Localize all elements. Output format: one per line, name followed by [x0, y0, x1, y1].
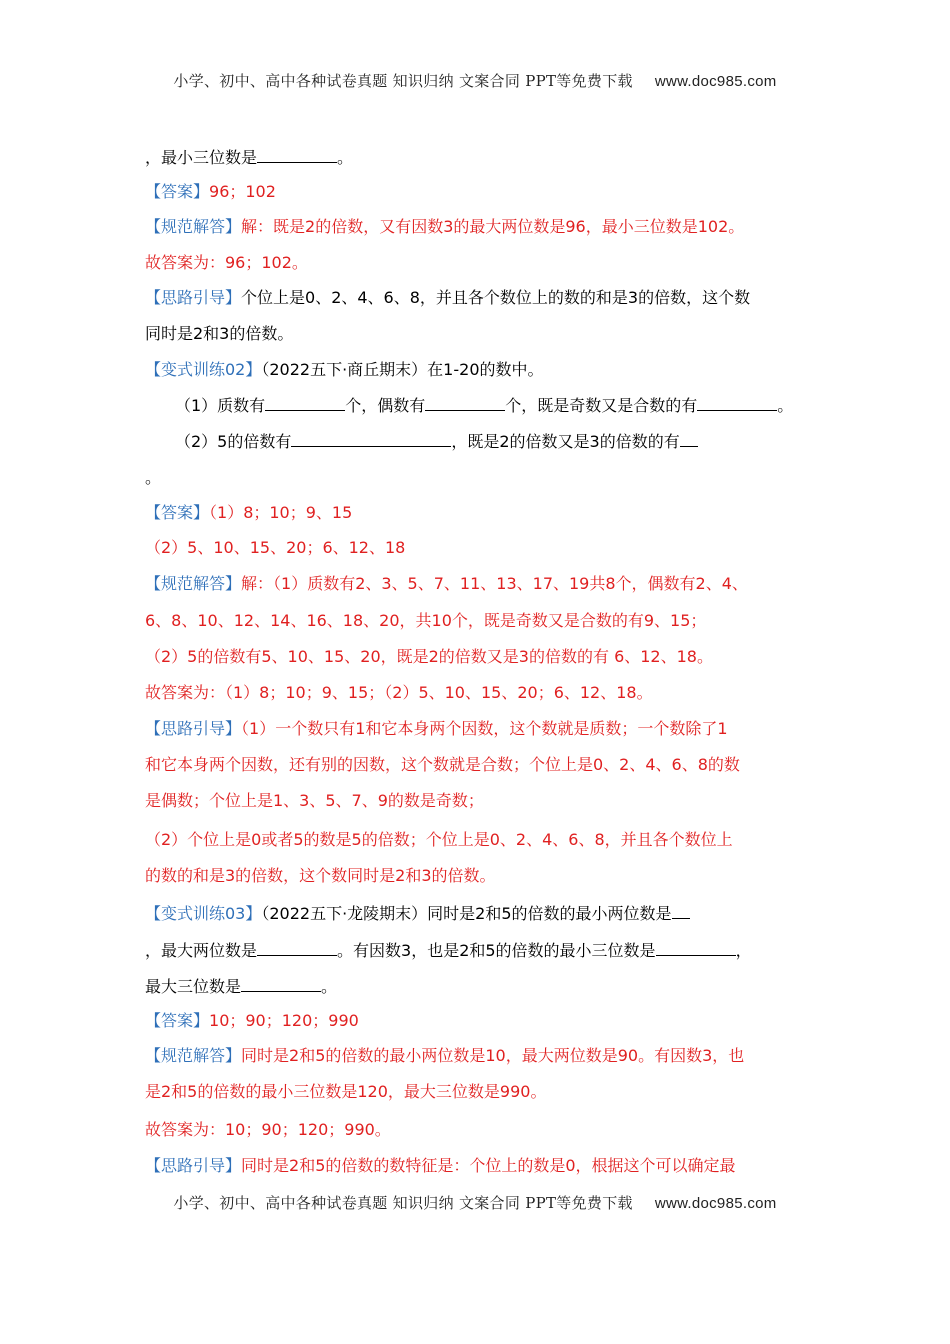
answer-blank: [656, 939, 736, 956]
answer-tag: 【答案】: [145, 1011, 210, 1030]
q02-solution-2: 6、8、10、12、14、16、18、20，共10个，既是奇数又是合数的有9、15；: [145, 611, 707, 630]
q02-hint-4: （2）个位上是0或者5的数是5的倍数；个位上是0、2、4、6、8，并且各个数位上: [145, 830, 733, 849]
answer-blank: [697, 394, 777, 411]
q01-hint-cont: 同时是2和3的倍数。: [145, 324, 294, 343]
q03-solution: 【规范解答】同时是2和5的倍数的最小两位数是10，最大两位数是90。有因数3，也: [145, 1046, 745, 1065]
solution-tag: 【规范解答】: [145, 1046, 242, 1065]
q03-solution-final: 故答案为：10；90；120；990。: [145, 1120, 391, 1139]
answer-tag: 【答案】: [145, 182, 210, 201]
q03-answer: 【答案】10；90；120；990: [145, 1011, 359, 1030]
header-url: www.doc985.com: [654, 73, 777, 90]
footer-text: 小学、初中、高中各种试卷真题 知识归纳 文案合同 PPT等免费下载: [173, 1194, 633, 1212]
q03-line2: ，最大两位数是 。有因数3，也是2和5的倍数的最小三位数是 ，: [145, 941, 752, 960]
q03-line3: 最大三位数是 。: [145, 977, 338, 996]
q02-answer-2: （2）5、10、15、20；6、12、18: [145, 538, 406, 557]
answer-tag: 【答案】: [145, 503, 210, 522]
q03-stem: 【变式训练03】（2022五下·龙陵期末）同时是2和5的倍数的最小两位数是: [145, 902, 815, 925]
solution-tag: 【规范解答】: [145, 217, 242, 236]
answer-blank: [257, 146, 337, 163]
page-header: [0, 70, 950, 91]
q02-hint-3: 是偶数；个位上是1、3、5、7、9的数是奇数；: [145, 791, 484, 810]
q02-hint: 【思路引导】（1）一个数只有1和它本身两个因数，这个数就是质数；一个数除了1: [145, 719, 728, 738]
hint-tag: 【思路引导】: [145, 1156, 242, 1175]
solution-tag: 【规范解答】: [145, 574, 242, 593]
q02-part2-end: 。: [145, 468, 162, 487]
q01-answer: 【答案】96；102: [145, 182, 276, 201]
q03-hint: 【思路引导】同时是2和5的倍数的数特征是：个位上的数是0，根据这个可以确定最: [145, 1156, 736, 1175]
q02-solution-final: 故答案为：（1）8；10；9、15；（2）5、10、15、20；6、12、18。: [145, 683, 653, 702]
answer-blank: [241, 975, 321, 992]
q01-line1: ，最小三位数是 。: [145, 148, 354, 167]
answer-blank: [257, 939, 337, 956]
q02-answer: 【答案】（1）8；10；9、15: [145, 503, 353, 522]
variant-tag: 【变式训练03】: [145, 904, 262, 923]
q03-solution-2: 是2和5的倍数的最小三位数是120，最大三位数是990。: [145, 1082, 547, 1101]
q01-solution: 【规范解答】解：既是2的倍数，又有因数3的最大两位数是96，最小三位数是102。: [145, 217, 745, 236]
q02-part1: （1）质数有 个，偶数有 个，既是奇数又是合数的有 。: [175, 396, 794, 415]
q02-solution: 【规范解答】解：（1）质数有2、3、5、7、11、13、17、19共8个，偶数有2、4、: [145, 574, 748, 593]
q02-hint-5: 的数的和是3的倍数，这个数同时是2和3的倍数。: [145, 866, 496, 885]
answer-blank: [265, 394, 345, 411]
answer-blank: [680, 430, 698, 447]
hint-tag: 【思路引导】: [145, 719, 242, 738]
q02-solution-3: （2）5的倍数有5、10、15、20，既是2的倍数又是3的倍数的有 6、12、18。: [145, 647, 713, 666]
footer-url: www.doc985.com: [654, 1195, 777, 1212]
variant-tag: 【变式训练02】: [145, 360, 262, 379]
q01-hint: 【思路引导】个位上是0、2、4、6、8，并且各个数位上的数的和是3的倍数，这个数: [145, 288, 751, 307]
q02-hint-2: 和它本身两个因数，还有别的因数，这个数就是合数；个位上是0、2、4、6、8的数: [145, 755, 740, 774]
answer-blank: [425, 394, 505, 411]
page-footer: [0, 1192, 950, 1213]
hint-tag: 【思路引导】: [145, 288, 242, 307]
q02-part2: （2）5的倍数有 ，既是2的倍数又是3的倍数的有: [175, 430, 845, 453]
q02-stem: 【变式训练02】（2022五下·商丘期末）在1-20的数中。: [145, 360, 544, 379]
answer-blank: [291, 430, 451, 447]
answer-blank: [672, 902, 690, 919]
header-text: 小学、初中、高中各种试卷真题 知识归纳 文案合同 PPT等免费下载: [173, 72, 633, 90]
q01-solution-final: 故答案为：96；102。: [145, 253, 308, 272]
